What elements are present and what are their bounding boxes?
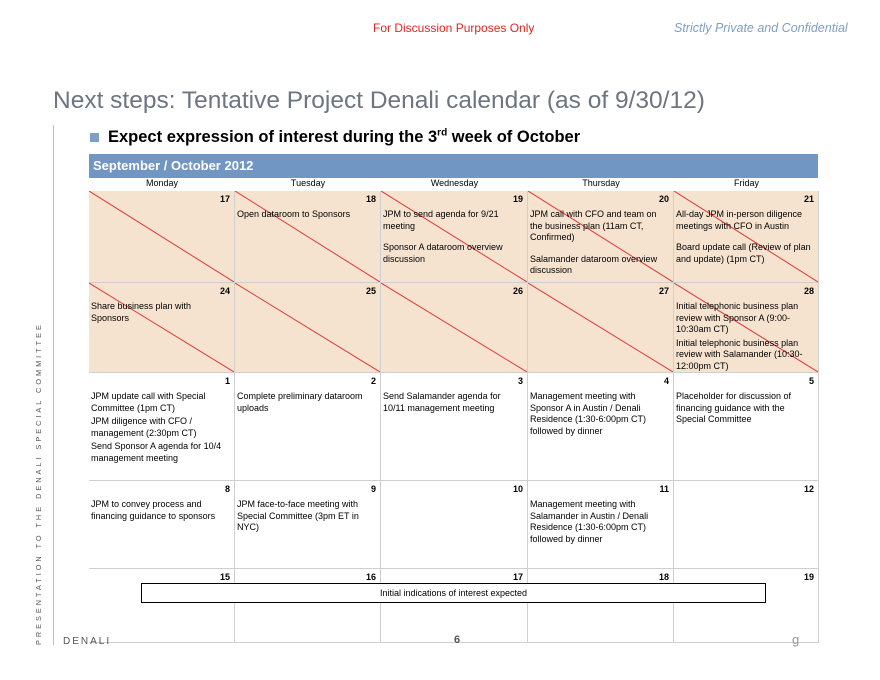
- day-events: [676, 301, 814, 373]
- calendar-day-cell: [381, 569, 528, 643]
- day-number: 16: [365, 572, 376, 582]
- day-number: 15: [219, 572, 230, 582]
- day-number: 17: [219, 194, 230, 204]
- day-number: 8: [224, 484, 230, 494]
- day-number: 1: [224, 376, 230, 386]
- square-bullet-icon: [90, 133, 99, 142]
- calendar-day-cell: [528, 569, 674, 643]
- calendar-day-cell: [381, 191, 528, 283]
- day-number: 19: [512, 194, 523, 204]
- side-caption: PRESENTATION TO THE DENALI SPECIAL COMMITTEE: [34, 322, 43, 645]
- calendar-day-cell: [528, 373, 674, 481]
- weekday-header: Monday: [145, 178, 179, 188]
- day-number: 9: [370, 484, 376, 494]
- calendar-day-cell: [674, 481, 819, 569]
- month-band: September / October 2012: [89, 154, 818, 178]
- elapsed-day-strike: [528, 283, 673, 372]
- page-number: 6: [454, 634, 461, 646]
- footer-brand: DENALI: [63, 636, 112, 647]
- calendar-event: Open dataroom to Sponsors: [237, 209, 351, 219]
- day-number: 26: [512, 286, 523, 296]
- calendar-event: Management meeting with Salamander in Austin / Denali Residence (1:30-6:00pm CT) followed by dinner: [530, 499, 649, 544]
- calendar-event: Send Sponsor A agenda for 10/4 management meeting: [91, 441, 222, 463]
- day-events: [676, 209, 814, 267]
- calendar-day-cell: [89, 481, 235, 569]
- day-number: 27: [658, 286, 669, 296]
- calendar-event: Initial telephonic business plan review with Sponsor A (9:00-10:30am CT): [676, 301, 799, 334]
- calendar-event: Management meeting with Sponsor A in Austin / Denali Residence (1:30-6:00pm CT) followed by dinner: [530, 391, 647, 436]
- takeaway-ordinal: rd: [437, 127, 448, 139]
- calendar-day-cell: [89, 191, 235, 283]
- calendar-day-cell: [89, 373, 235, 481]
- footer-logo-mark: g: [792, 632, 800, 647]
- calendar-event: Sponsor A dataroom overview discussion: [383, 242, 503, 264]
- calendar-day-cell: [674, 373, 819, 481]
- calendar-day-cell: [89, 283, 235, 373]
- calendar-day-cell: [528, 191, 674, 283]
- day-events: [530, 499, 669, 547]
- day-number: 4: [663, 376, 669, 386]
- weekday-header: Friday: [733, 178, 759, 188]
- calendar-event: JPM to convey process and financing guidance to sponsors: [91, 499, 216, 521]
- calendar-event: Send Salamander agenda for 10/11 management meeting: [383, 391, 501, 413]
- day-events: [91, 391, 230, 466]
- elapsed-day-strike: [235, 191, 380, 282]
- calendar-event: All-day JPM in-person diligence meetings with CFO in Austin: [676, 209, 803, 231]
- day-number: 24: [219, 286, 230, 296]
- day-number: 19: [803, 572, 814, 582]
- weekday-header: Thursday: [582, 178, 620, 188]
- day-events: [237, 499, 376, 536]
- calendar-day-cell: [528, 283, 674, 373]
- calendar-day-cell: [89, 569, 235, 643]
- day-number: 20: [658, 194, 669, 204]
- calendar-event: JPM face-to-face meeting with Special Committee (3pm ET in NYC): [237, 499, 359, 532]
- calendar-event: JPM call with CFO and team on the business plan (11am CT, Confirmed): [530, 209, 657, 242]
- day-number: 10: [512, 484, 523, 494]
- calendar-grid: [89, 191, 819, 643]
- calendar-event: Salamander dataroom overview discussion: [530, 253, 658, 275]
- elapsed-day-strike: [89, 191, 234, 282]
- confidentiality-label: Strictly Private and Confidential: [674, 21, 848, 35]
- day-number: 12: [803, 484, 814, 494]
- calendar-day-cell: [235, 191, 381, 283]
- calendar-event: Placeholder for discussion of financing guidance with the Special Committee: [676, 391, 792, 424]
- day-events: [676, 391, 814, 428]
- day-number: 25: [365, 286, 376, 296]
- calendar-event: JPM to send agenda for 9/21 meeting: [383, 209, 499, 231]
- calendar-event: Board update call (Review of plan and update) (1pm CT): [676, 242, 811, 264]
- calendar-day-cell: [235, 373, 381, 481]
- takeaway-part-2: week of October: [447, 128, 581, 146]
- day-events: [530, 209, 669, 279]
- day-number: 17: [512, 572, 523, 582]
- takeaway-part-1: Expect expression of interest during the 3: [108, 128, 438, 146]
- day-number: 11: [659, 484, 669, 494]
- left-divider: [53, 125, 54, 645]
- day-events: [383, 391, 523, 416]
- day-events: [237, 391, 376, 416]
- calendar-day-cell: [381, 283, 528, 373]
- calendar-event: Share business plan with Sponsors: [91, 301, 192, 323]
- weekday-header: Wednesday: [430, 178, 479, 188]
- discussion-disclaimer: For Discussion Purposes Only: [373, 21, 535, 35]
- calendar-event: Initial telephonic business plan review with Salamander (10:30-12:00pm CT): [676, 337, 803, 371]
- key-takeaway: [90, 128, 580, 147]
- calendar-day-cell: [674, 191, 819, 283]
- day-events: [91, 301, 230, 326]
- elapsed-day-strike: [235, 283, 380, 372]
- day-events: [237, 209, 376, 223]
- ioi-expected-bar: Initial indications of interest expected: [141, 583, 766, 603]
- day-number: 5: [808, 376, 814, 386]
- elapsed-day-strike: [89, 283, 234, 372]
- day-number: 3: [517, 376, 523, 386]
- calendar-day-cell: [381, 481, 528, 569]
- key-takeaway-text: [108, 128, 580, 147]
- day-number: 28: [803, 286, 814, 296]
- calendar-event: JPM update call with Special Committee (1pm CT): [91, 391, 206, 413]
- page-title: Next steps: Tentative Project Denali calendar (as of 9/30/12): [53, 87, 705, 114]
- calendar-event: JPM diligence with CFO / management (2:30pm CT): [91, 416, 197, 438]
- weekday-header: Tuesday: [290, 178, 326, 188]
- calendar-day-cell: [674, 283, 819, 373]
- day-number: 2: [370, 376, 376, 386]
- calendar-day-cell: [528, 481, 674, 569]
- day-number: 18: [365, 194, 376, 204]
- calendar-day-cell: [235, 569, 381, 643]
- calendar-day-cell: [381, 373, 528, 481]
- calendar-event: Complete preliminary dataroom uploads: [237, 391, 363, 413]
- elapsed-day-strike: [381, 283, 527, 372]
- day-events: [383, 209, 523, 267]
- day-events: [530, 391, 669, 439]
- calendar-day-cell: [235, 283, 381, 373]
- day-number: 18: [658, 572, 669, 582]
- day-events: [91, 499, 230, 524]
- calendar-day-cell: [235, 481, 381, 569]
- day-number: 21: [803, 194, 814, 204]
